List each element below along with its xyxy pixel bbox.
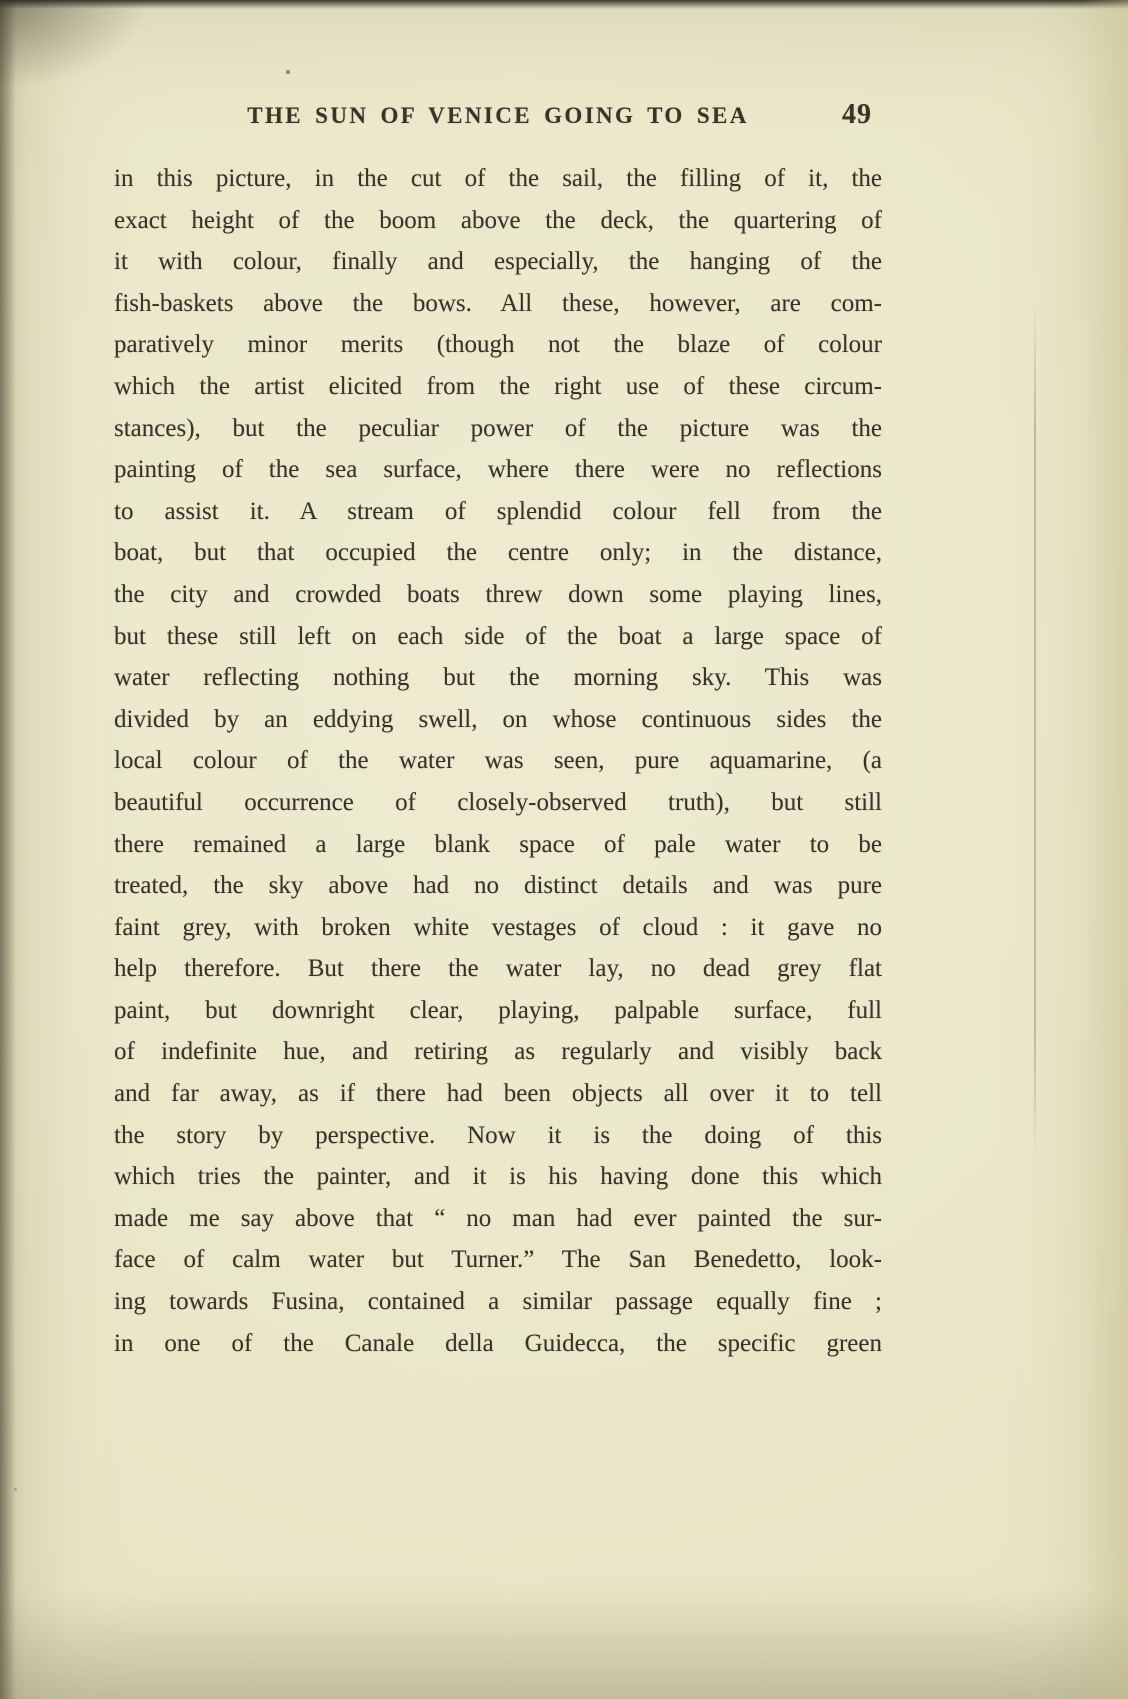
scan-speck (286, 70, 290, 74)
text-line: which tries the painter, and it is his having done this which (114, 1163, 882, 1191)
text-line: which the artist elicited from the right use of these circum- (114, 372, 882, 400)
text-line: ing towards Fusina, contained a similar passage equally fine ; (114, 1288, 882, 1316)
text-line: and far away, as if there had been objects all over it to tell (114, 1080, 882, 1108)
text-line: to assist it. A stream of splendid colour fell from the (114, 497, 882, 525)
text-line: there remained a large blank space of pale water to be (114, 830, 882, 858)
text-line: face of calm water but Turner.” The San Benedetto, look- (114, 1246, 882, 1274)
text-line: faint grey, with broken white vestages of cloud : it gave no (114, 913, 882, 941)
text-line: in one of the Canale della Guidecca, the specific green (114, 1329, 882, 1357)
text-line: paratively minor merits (though not the blaze of colour (114, 331, 882, 359)
scan-speck (14, 1488, 17, 1491)
text-line: paint, but downright clear, playing, palpable surface, full (114, 996, 882, 1024)
text-line: fish-baskets above the bows. All these, however, are com- (114, 289, 882, 317)
scan-edge-right (1082, 0, 1128, 1699)
text-line: stances), but the peculiar power of the picture was the (114, 414, 882, 442)
text-line: it with colour, finally and especially, the hanging of the (114, 248, 882, 276)
scan-edge-bottom (0, 1589, 1128, 1699)
text-line: in this picture, in the cut of the sail, the filling of it, the (114, 165, 882, 192)
page-number: 49 (842, 99, 872, 130)
text-line: painting of the sea surface, where there were no reflections (114, 456, 882, 484)
text-line: local colour of the water was seen, pure aquamarine, (a (114, 747, 882, 775)
running-title: THE SUN OF VENICE GOING TO SEA (247, 103, 749, 128)
scan-corner-shadow (0, 0, 150, 90)
text-line: help therefore. But there the water lay, no dead grey flat (114, 955, 882, 983)
text-line: water reflecting nothing but the morning sky. This was (114, 664, 882, 692)
scan-crease (1034, 300, 1036, 1160)
text-line: divided by an eddying swell, on whose continuous sides the (114, 705, 882, 733)
text-line: beautiful occurrence of closely-observed truth), but still (114, 788, 882, 816)
text-line: boat, but that occupied the centre only; in the distance, (114, 539, 882, 567)
text-line: the city and crowded boats threw down some playing lines, (114, 580, 882, 608)
body-text (114, 158, 882, 1364)
text-line: treated, the sky above had no distinct details and was pure (114, 872, 882, 900)
page-header (114, 99, 882, 137)
scan-edge-top (0, 0, 1128, 9)
text-line: the story by perspective. Now it is the doing of this (114, 1121, 882, 1149)
text-line: exact height of the boom above the deck, the quartering of (114, 206, 882, 234)
text-line: of indefinite hue, and retiring as regularly and visibly back (114, 1038, 882, 1066)
scan-edge-left (0, 0, 16, 1699)
text-line: but these still left on each side of the boat a large space of (114, 622, 882, 650)
text-line: made me say above that “ no man had ever painted the sur- (114, 1204, 882, 1232)
